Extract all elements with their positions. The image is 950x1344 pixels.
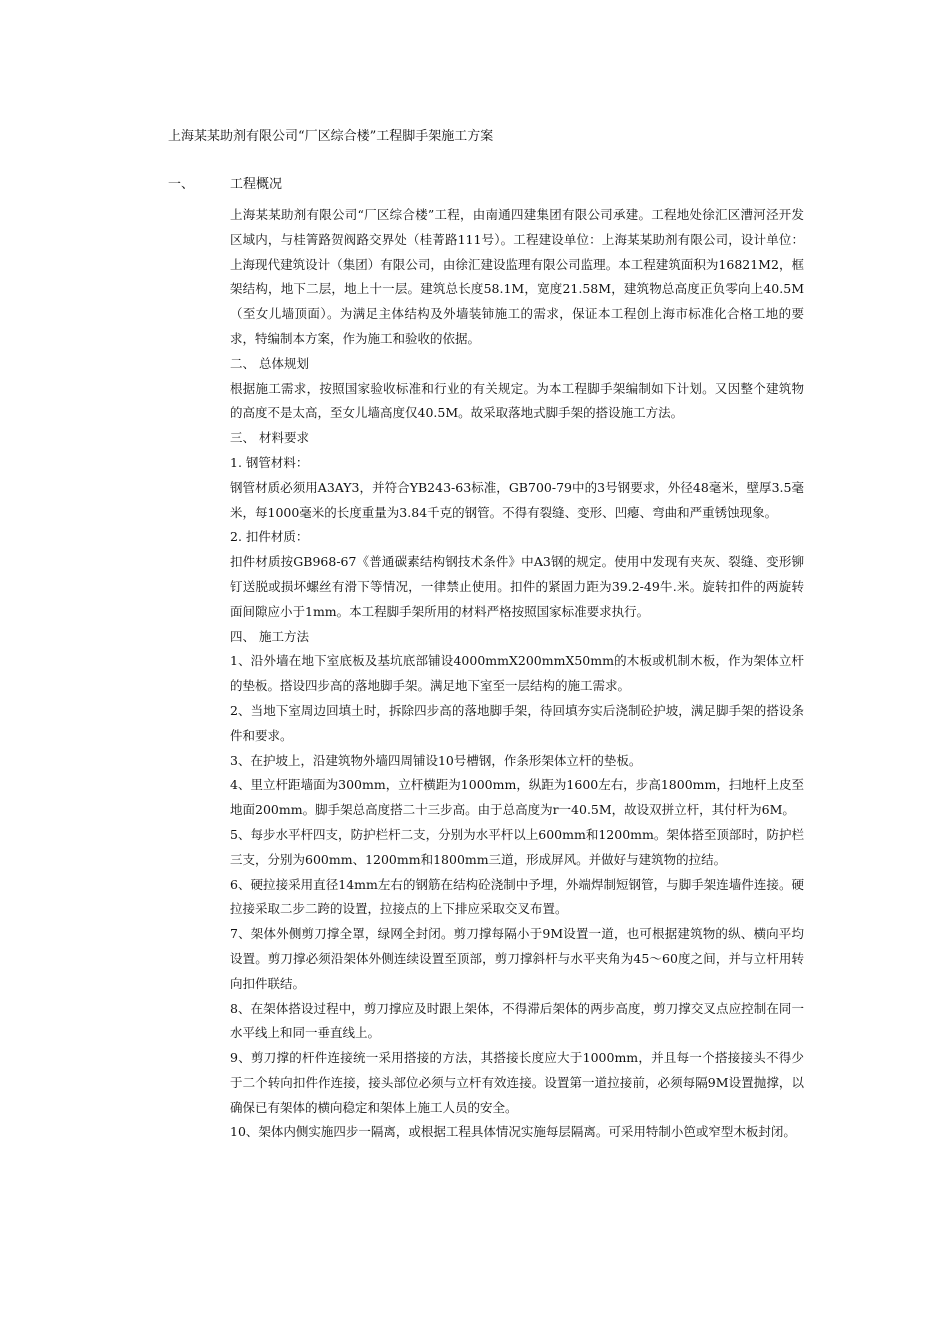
document-body [230,203,804,1145]
document-title: 上海某某助剂有限公司“厂区综合楼”工程脚手架施工方案 [168,129,494,144]
subheading-steel-pipe: 1. 钢管材料： [230,454,309,470]
method-item-8: 8、在架体搭设过程中，剪刀撑应及时跟上架体，不得滞后架体的两步高度，剪刀撑交叉点应控制在同一水平线上和同一垂直线上。 [230,1000,804,1041]
method-item-7: 7、架体外侧剪刀撑全罩，绿网全封闭。剪刀撑每隔小于9M设置一道，也可根据建筑物的纵、横向平均设置。剪刀撑必须沿架体外侧连续设置至顶部，剪刀撑斜杆与水平夹角为45～60度之间，并与立杆用转向扣件联结。 [230,926,804,991]
method-item-6: 6、硬拉接采用直径14mm左右的钢筋在结构砼浇制中予埋，外端焊制短钢管，与脚手架连墙件连接。硬拉接采取二步二跨的设置，拉接点的上下排应采取交叉布置。 [230,876,804,917]
method-item-2: 2、当地下室周边回填土时，拆除四步高的落地脚手架，待回填夯实后浇制砼护坡，满足脚手架的搭设条件和要求。 [230,702,804,743]
method-item-3: 3、在护坡上，沿建筑物外墙四周铺设10号槽钢，作条形架体立杆的垫板。 [230,752,642,768]
paragraph-fastener: 扣件材质按GB968-67《普通碳素结构钢技术条件》中A3钢的规定。使用中发现有夹灰、裂缝、变形铆钉送脱或损坏螺丝有滑下等情况，一律禁止使用。扣件的紧固力距为39.2-49牛.米。旋转扣件的两旋转面间隙应小于1mm。本工程脚手架所用的材料严格按照国家标准要求执行。 [230,554,804,619]
section-3-heading: 三、 材料要求 [230,430,309,446]
method-item-1: 1、沿外墙在地下室底板及基坑底部铺设4000mmX200mmX50mm的木板或机制木板，作为架体立杆的垫板。搭设四步高的落地脚手架。满足地下室至一层结构的施工需求。 [230,653,804,694]
paragraph-planning: 根据施工需求，按照国家验收标准和行业的有关规定。为本工程脚手架编制如下计划。又因整个建筑物的高度不是太高，至女儿墙高度仅40.5M。故采取落地式脚手架的搭设施工方法。 [230,380,804,421]
paragraph-overview: 上海某某助剂有限公司“厂区综合楼”工程，由南通四建集团有限公司承建。工程地处徐汇区漕河泾开发区域内，与桂箐路贺阀路交界处（桂菁路111号）。工程建设单位：上海某某助剂有限公司，设计单位：上海现代建筑设计（集团）有限公司，由徐汇建设监理有限公司监理。本工程建筑面积为16821M2，框架结构，地下二层，地上十一层。建筑总长度58.1M，宽度21.58M，建筑物总高度正负零向上40.5M（至女儿墙顶面）。为满足主体结构及外墙装铈施工的需求，保证本工程创上海市标准化合格工地的要求，特编制本方案，作为施工和验收的依据。 [230,207,804,346]
section-1-heading: 工程概况 [230,177,283,192]
method-item-4: 4、里立杆距墙面为300mm，立杆横距为1000mm，纵距为1600左右，步高1800mm，扫地杆上皮至地面200mm。脚手架总高度搭二十三步高。由于总高度为r一40.5M，故设双拼立杆，其付杆为6M。 [230,777,804,818]
subheading-fastener: 2. 扣件材质： [230,529,309,545]
method-item-5: 5、每步水平杆四支，防护栏杆二支，分别为水平杆以上600mm和1200mm。架体搭至顶部时，防护栏三支，分别为600mm、1200mm和1800mm三道，形成屏风。并做好与建筑物的拉结。 [230,826,804,867]
section-2-heading: 二、 总体规划 [230,355,309,371]
method-item-9: 9、剪刀撑的杆件连接统一采用搭接的方法，其搭接长度应大于1000mm，并且每一个搭接接头不得少于二个转向扣件作连接，接头部位必须与立杆有效连接。设置第一道拉接前，必须每隔9M设置抛撑，以确保已有架体的横向稳定和架体上施工人员的安全。 [230,1050,804,1115]
paragraph-steel-pipe: 钢管材质必须用A3AY3，并符合YB243-63标准，GB700-79中的3号钢要求，外径48毫米，壁厚3.5毫米，每1000毫米的长度重量为3.84千克的钢管。不得有裂缝、变形、凹瘪、弯曲和严重锈蚀现象。 [230,479,804,520]
section-4-heading: 四、 施工方法 [230,628,309,644]
method-item-10: 10、架体内侧实施四步一隔离，或根据工程具体情况实施每层隔离。可采用特制小笆或窄型木板封闭。 [230,1124,796,1140]
section-1-number: 一、 [168,177,195,192]
